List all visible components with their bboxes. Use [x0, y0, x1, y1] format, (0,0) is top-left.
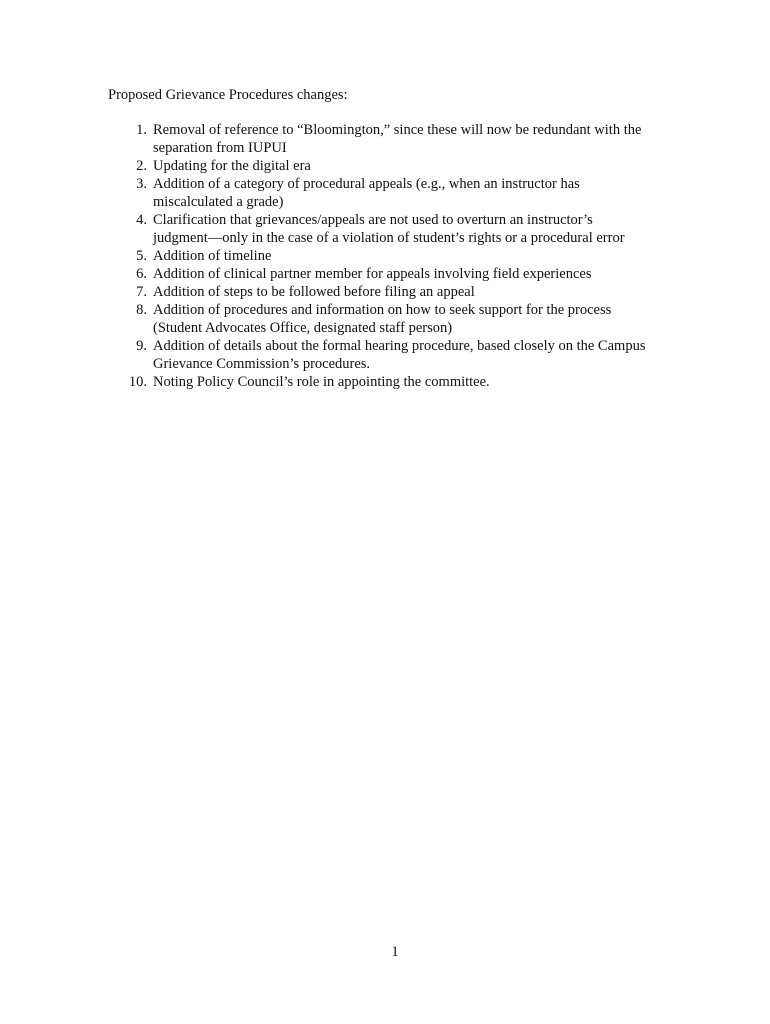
list-item-number: 4.: [136, 212, 147, 228]
list-item-text: Noting Policy Council’s role in appointing the committee.: [153, 374, 490, 390]
list-item: [108, 301, 688, 337]
list-item-number: 5.: [136, 248, 147, 264]
list-item-number: 7.: [136, 284, 147, 300]
list-item-text: miscalculated a grade): [153, 194, 284, 210]
list-item-text: Removal of reference to “Bloomington,” since these will now be redundant with the: [153, 122, 642, 138]
list-item-number: 8.: [136, 302, 147, 318]
list-item-text: Addition of a category of procedural appeals (e.g., when an instructor has: [153, 176, 580, 192]
list-item-text: Addition of steps to be followed before filing an appeal: [153, 284, 475, 300]
list-item: [108, 247, 688, 265]
list-item: [108, 121, 688, 157]
list-item: [108, 337, 688, 373]
list-item-text: (Student Advocates Office, designated staff person): [153, 320, 453, 336]
list-item-number: 1.: [136, 122, 147, 138]
list-item-text: separation from IUPUI: [153, 140, 287, 156]
list-item-text: Updating for the digital era: [153, 158, 311, 174]
list-item: [108, 157, 688, 175]
list-item-text: Addition of timeline: [153, 248, 272, 264]
list-item-number: 10.: [128, 374, 147, 390]
list-item: [108, 265, 688, 283]
list-item-number: 9.: [136, 338, 147, 354]
list-item-text: Addition of clinical partner member for appeals involving field experiences: [153, 266, 592, 282]
changes-list: [108, 121, 688, 391]
page-number: 1: [391, 944, 399, 960]
list-item-text: Grievance Commission’s procedures.: [153, 356, 371, 372]
list-item-text: Addition of details about the formal hearing procedure, based closely on the Campus: [153, 338, 646, 354]
list-item-text: judgment—only in the case of a violation of student’s rights or a procedural error: [153, 230, 625, 246]
list-item: [108, 211, 688, 247]
list-item-number: 3.: [136, 176, 147, 192]
list-item-number: 6.: [136, 266, 147, 282]
list-item-text: Addition of procedures and information on how to seek support for the process: [153, 302, 612, 318]
list-item: [108, 175, 688, 211]
document-heading: Proposed Grievance Procedures changes:: [108, 87, 348, 103]
list-item: [108, 283, 688, 301]
list-item-number: 2.: [136, 158, 147, 174]
list-item-text: Clarification that grievances/appeals are not used to overturn an instructor’s: [153, 212, 593, 228]
list-item: [108, 373, 688, 391]
